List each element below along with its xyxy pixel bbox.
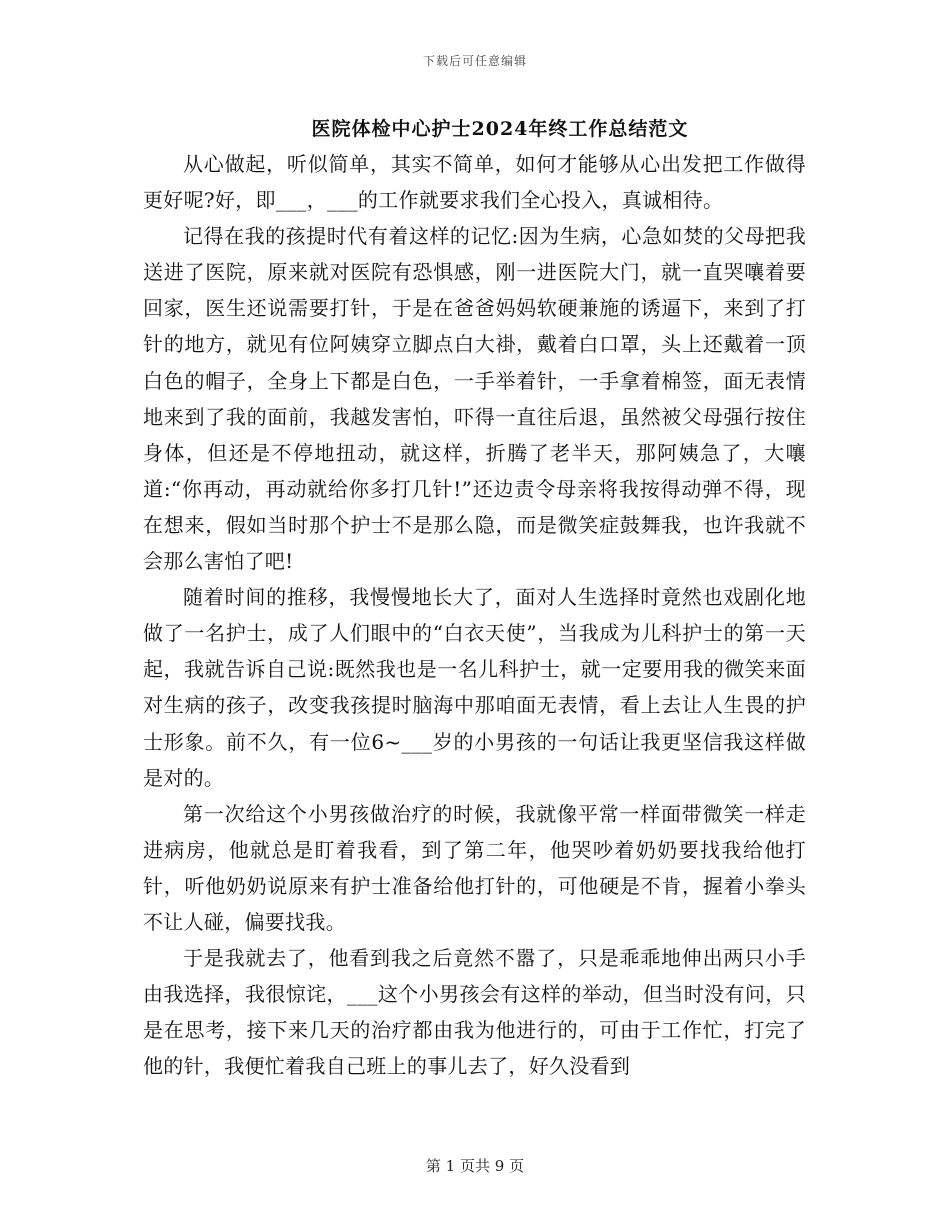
paragraph: 于是我就去了，他看到我之后竟然不嚣了，只是乖乖地伸出两只小手由我选择，我很惊诧，___这个小男孩会有这样的举动，但当时没有问，只是在思考，接下来几天的治疗都由我为他进行的，可由于工作忙，打完了他的针，我便忙着我自己班上的事儿去了，好久没看到 xyxy=(143,946,806,1079)
paragraph: 记得在我的孩提时代有着这样的记忆:因为生病，心急如焚的父母把我送进了医院，原来就对医院有恐惧感，刚一进医院大门，就一直哭嚷着要回家，医生还说需要打针，于是在爸爸妈妈软硬兼施的诱逼下，来到了打针的地方，就见有位阿姨穿立脚点白大褂，戴着白口罩，头上还戴着一顶白色的帽子，全身上下都是白色，一手举着针，一手拿着棉签，面无表情地来到了我的面前，我越发害怕，吓得一直往后退，虽然被父母强行按住身体，但还是不停地扭动，就这样，折腾了老半天，那阿姨急了，大嚷道:“你再动，再动就给你多打几针!”还边责令母亲将我按得动弹不得，现在想来，假如当时那个护士不是那么隐，而是微笑症鼓舞我，也许我就不会那么害怕了吧! xyxy=(143,224,806,574)
paragraph: 从心做起，听似简单，其实不简单，如何才能够从心出发把工作做得更好呢?好，即___，___的工作就要求我们全心投入，真诚相待。 xyxy=(143,152,806,213)
document-body xyxy=(143,146,806,1084)
header-note: 下载后可任意编辑 xyxy=(422,54,527,68)
page-number-footer: 第 1 页共 9 页 xyxy=(425,1157,525,1175)
paragraph: 随着时间的推移，我慢慢地长大了，面对人生选择时竟然也戏剧化地做了一名护士，成了人们眼中的“白衣天使”，当我成为儿科护士的第一天起，我就告诉自己说:既然我也是一名儿科护士，就一定要用我的微笑来面对生病的孩子，改变我孩提时脑海中那咱面无表情，看上去让人生畏的护士形象。前不久，有一位6~___岁的小男孩的一句话让我更坚信我这样做是对的。 xyxy=(143,585,806,790)
document-title: 医院体检中心护士2024年终工作总结范文 xyxy=(311,118,689,140)
paragraph: 第一次给这个小男孩做治疗的时候，我就像平常一样面带微笑一样走进病房，他就总是盯着我看，到了第二年，他哭吵着奶奶要找我给他打针，听他奶奶说原来有护士准备给他打针的，可他硬是不肯，握着小拳头不让人碰，偏要找我。 xyxy=(143,801,806,934)
